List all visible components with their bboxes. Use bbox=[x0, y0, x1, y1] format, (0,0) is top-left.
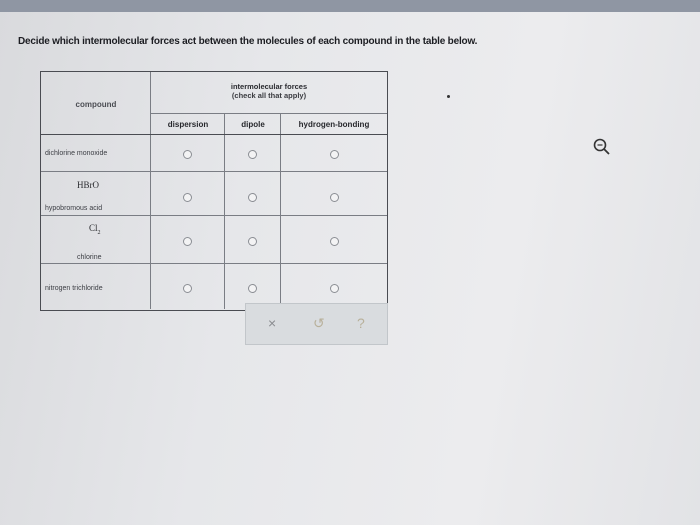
divider bbox=[280, 113, 281, 309]
divider bbox=[41, 215, 387, 216]
radio-hydrogen-bonding-dichlorine-monoxide[interactable] bbox=[330, 150, 339, 159]
compound-header: compound bbox=[75, 99, 117, 109]
radio-dispersion-dichlorine-monoxide[interactable] bbox=[183, 150, 192, 159]
radio-dipole-chlorine[interactable] bbox=[248, 237, 257, 246]
divider bbox=[41, 134, 387, 135]
radio-dipole-nitrogen-trichloride[interactable] bbox=[248, 284, 257, 293]
divider bbox=[224, 113, 225, 309]
row-name-chlorine: chlorine bbox=[77, 254, 102, 261]
forces-header bbox=[151, 82, 387, 100]
radio-dipole-hypobromous-acid[interactable] bbox=[248, 193, 257, 202]
question-prompt: Decide which intermolecular forces act between the molecules of each compound in the table below. bbox=[18, 36, 478, 47]
row-name-hypobromous-acid: hypobromous acid bbox=[45, 205, 103, 212]
divider bbox=[41, 263, 387, 264]
forces-table bbox=[40, 71, 388, 311]
radio-dispersion-hypobromous-acid[interactable] bbox=[183, 193, 192, 202]
row-formula-hbro: HBrO bbox=[77, 180, 99, 190]
radio-hydrogen-bonding-chlorine[interactable] bbox=[330, 237, 339, 246]
row-name-dichlorine-monoxide: dichlorine monoxide bbox=[45, 150, 108, 157]
top-bar bbox=[0, 0, 700, 12]
radio-dispersion-chlorine[interactable] bbox=[183, 237, 192, 246]
row-formula-cl2: $Cl_2$ bbox=[89, 223, 101, 236]
radio-dispersion-nitrogen-trichloride[interactable] bbox=[183, 284, 192, 293]
action-bar bbox=[245, 303, 388, 345]
undo-button[interactable]: ↺ bbox=[313, 315, 325, 331]
magnifier-icon[interactable] bbox=[591, 136, 613, 158]
stray-dot bbox=[447, 95, 450, 98]
divider bbox=[41, 171, 387, 172]
clear-button[interactable]: × bbox=[268, 315, 277, 331]
row-name-nitrogen-trichloride: nitrogen trichloride bbox=[45, 285, 103, 292]
help-button[interactable]: ? bbox=[357, 315, 365, 331]
radio-dipole-dichlorine-monoxide[interactable] bbox=[248, 150, 257, 159]
radio-hydrogen-bonding-nitrogen-trichloride[interactable] bbox=[330, 284, 339, 293]
radio-hydrogen-bonding-hypobromous-acid[interactable] bbox=[330, 193, 339, 202]
col-dispersion: dispersion bbox=[167, 119, 209, 129]
divider bbox=[150, 113, 387, 114]
forces-subtitle: (check all that apply) bbox=[231, 91, 307, 100]
divider bbox=[150, 72, 151, 309]
col-hydrogen-bonding: hydrogen-bonding bbox=[298, 119, 370, 129]
col-dipole: dipole bbox=[241, 119, 265, 129]
forces-title: intermolecular forces bbox=[230, 82, 308, 91]
